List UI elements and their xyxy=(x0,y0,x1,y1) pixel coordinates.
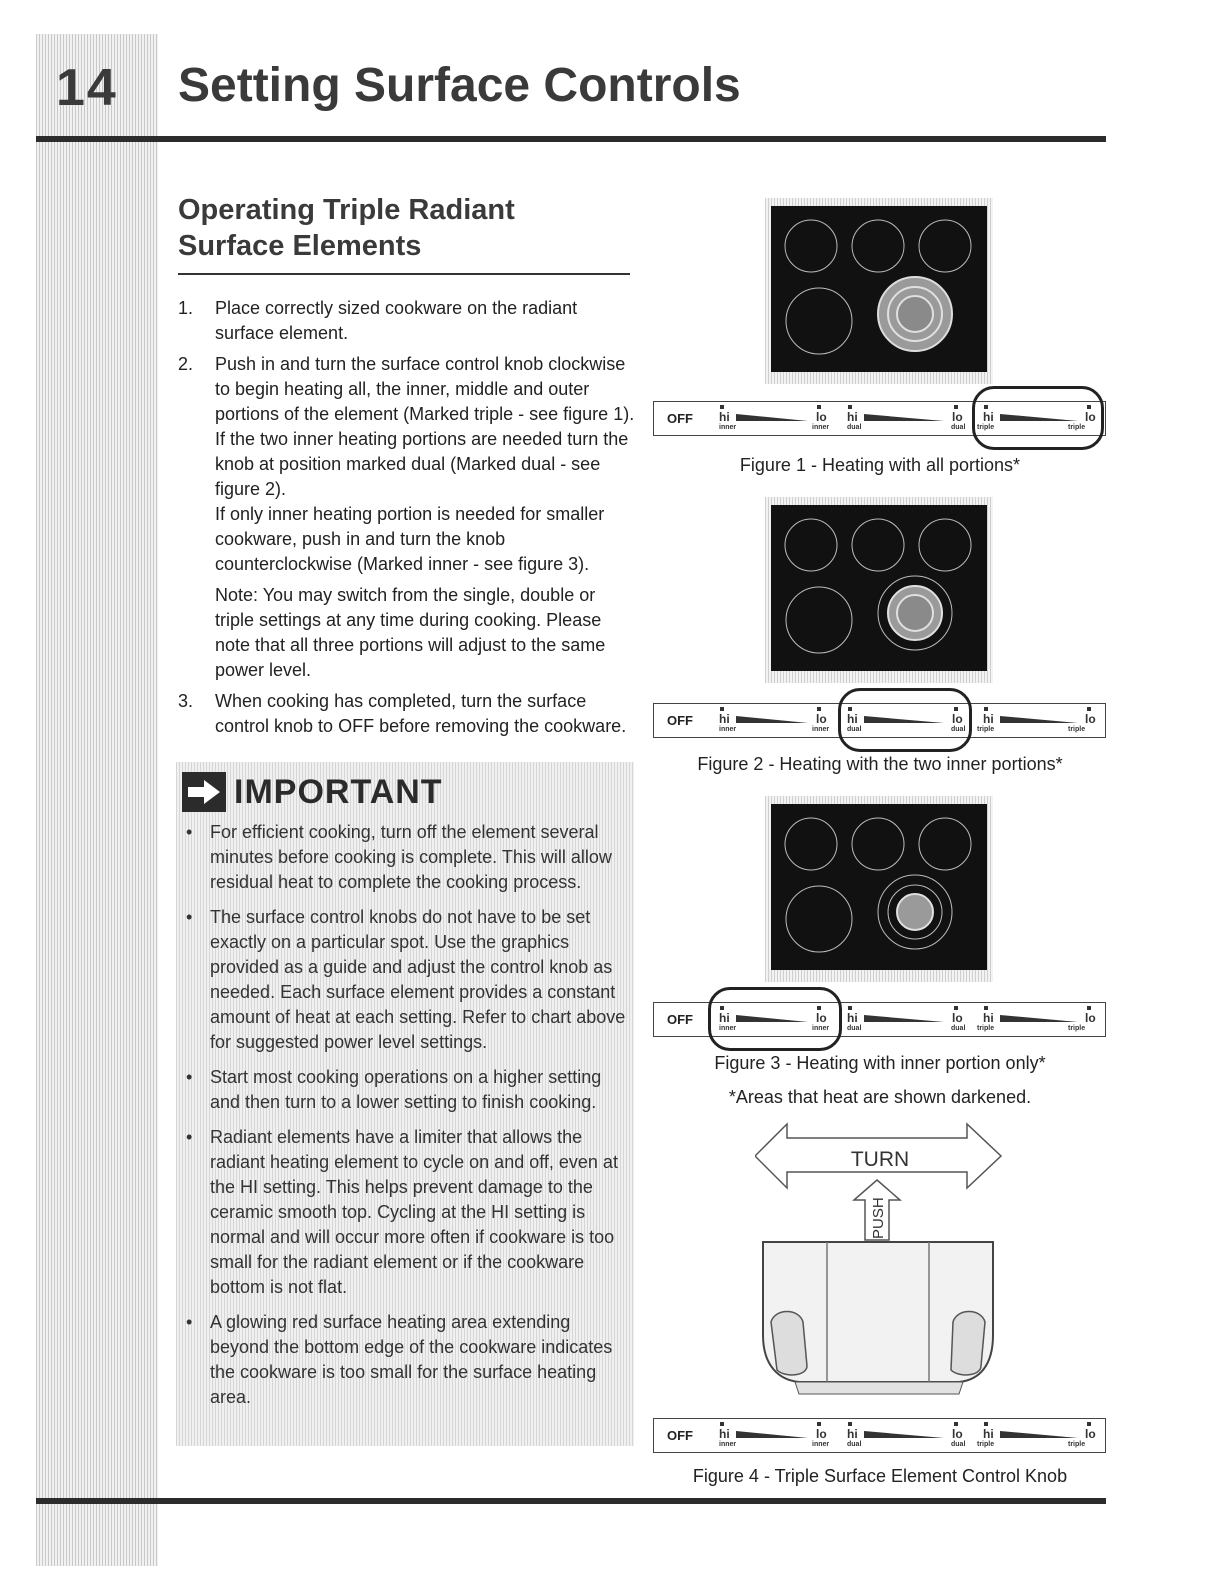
strip-dual-label: dual xyxy=(951,1441,966,1448)
important-bullet: • The surface control knobs do not have to be set exactly on a particular spot. Use the graphics provided as a guide and adjust the control knob as needed. Each surface element provides a constant amount of heat at each setting. Refer to chart above for suggested power level settings. xyxy=(200,905,628,1055)
level-wedge xyxy=(1000,1431,1078,1439)
strip-triple-label: triple xyxy=(1068,726,1086,733)
control-strip-figure-3 xyxy=(653,1002,1106,1037)
strip-dot xyxy=(720,405,724,409)
figure-3-cooktop xyxy=(765,796,993,982)
strip-dot xyxy=(817,405,821,409)
strip-lo-label: lo xyxy=(1085,410,1096,424)
strip-dot xyxy=(848,405,852,409)
header-rule xyxy=(36,136,1106,142)
cooktop-all-portions-illustration xyxy=(765,198,993,384)
strip-dot xyxy=(817,1422,821,1426)
strip-triple-label: triple xyxy=(1068,1441,1086,1448)
strip-lo-label: lo xyxy=(816,1427,827,1441)
strip-dot xyxy=(1087,1006,1091,1010)
step-item xyxy=(178,689,638,739)
strip-lo-label: lo xyxy=(816,410,827,424)
strip-hi-label: hi xyxy=(983,1011,994,1025)
strip-triple-label: triple xyxy=(1068,424,1086,431)
margin-strip xyxy=(36,34,158,1566)
step-text: Push in and turn the surface control knob clockwise to begin heating all, the inner, middle and outer portions of the element (Marked triple - see figure 1). If the two inner heating portions are needed turn the knob at position marked dual (Marked dual - see figure 2). xyxy=(215,354,635,499)
cooktop-two-inner-portions-illustration xyxy=(765,497,993,683)
strip-dot xyxy=(954,405,958,409)
push-label: PUSH xyxy=(870,1197,887,1239)
strip-dot xyxy=(848,1006,852,1010)
section-rule xyxy=(178,273,630,275)
section-title: Operating Triple Radiant Surface Elements xyxy=(178,194,515,262)
important-list xyxy=(200,820,628,1420)
strip-hi-label: hi xyxy=(983,410,994,424)
strip-hi-label: hi xyxy=(719,410,730,424)
cooktop-inner-portion-illustration xyxy=(765,796,993,982)
strip-dot xyxy=(1087,707,1091,711)
strip-hi-label: hi xyxy=(719,712,730,726)
step-number: 2. xyxy=(178,354,194,374)
step-number: 1. xyxy=(178,298,194,318)
strip-lo-label: lo xyxy=(1085,712,1096,726)
strip-dot xyxy=(954,1006,958,1010)
strip-lo-label: lo xyxy=(1085,1011,1096,1025)
strip-dual-label: dual xyxy=(847,726,862,733)
strip-dot xyxy=(817,707,821,711)
strip-lo-label: lo xyxy=(816,1011,827,1025)
important-box xyxy=(176,762,634,1446)
strip-lo-label: lo xyxy=(952,1011,963,1025)
strip-dual-label: dual xyxy=(951,726,966,733)
strip-inner-label: inner xyxy=(812,1025,830,1032)
strip-off-label: OFF xyxy=(667,713,693,728)
strip-dual-label: dual xyxy=(951,1025,966,1032)
strip-dot xyxy=(984,1422,988,1426)
selection-highlight-ring xyxy=(972,386,1104,450)
page-title: Setting Surface Controls xyxy=(178,59,741,112)
important-bullet: • Start most cooking operations on a higher setting and then turn to a lower setting to finish cooking. xyxy=(200,1065,628,1115)
level-wedge xyxy=(736,716,808,724)
strip-hi-label: hi xyxy=(847,1011,858,1025)
strip-hi-label: hi xyxy=(847,712,858,726)
figure-2-cooktop xyxy=(765,497,993,683)
important-bullet: • For efficient cooking, turn off the element several minutes before cooking is complete. This will allow residual heat to complete the cooking process. xyxy=(200,820,628,895)
strip-dot xyxy=(984,1006,988,1010)
important-bullet: • A glowing red surface heating area extending beyond the bottom edge of the cookware indicates the cookware is too small for the surface heating area. xyxy=(200,1310,628,1410)
strip-dual-label: dual xyxy=(847,1441,862,1448)
strip-dot xyxy=(984,707,988,711)
figure-1-cooktop xyxy=(765,198,993,384)
step-item xyxy=(178,352,638,683)
level-wedge xyxy=(736,414,808,422)
control-strip-figure-4 xyxy=(653,1418,1106,1453)
selection-highlight-ring xyxy=(838,688,972,752)
figure-4-caption: Figure 4 - Triple Surface Element Control Knob xyxy=(692,1466,1068,1486)
strip-triple-label: triple xyxy=(977,726,995,733)
darkened-areas-note: *Areas that heat are shown darkened. xyxy=(728,1087,1032,1107)
important-bullet: • Radiant elements have a limiter that allows the radiant heating element to cycle on and off, even at the HI setting. This helps prevent damage to the ceramic smooth top. Cycling at the HI setting is normal and will occur more often if cookware is too small for the radiant element or if the cookware bottom is not flat. xyxy=(200,1125,628,1300)
strip-dual-label: dual xyxy=(847,424,862,431)
level-wedge xyxy=(864,1431,944,1439)
strip-inner-label: inner xyxy=(719,726,737,733)
strip-lo-label: lo xyxy=(952,410,963,424)
strip-off-label: OFF xyxy=(667,1428,693,1443)
strip-off-label: OFF xyxy=(667,411,693,426)
arrow-right-icon xyxy=(182,772,226,812)
level-wedge xyxy=(864,414,944,422)
control-strip-figure-2 xyxy=(653,703,1106,738)
strip-hi-label: hi xyxy=(983,1427,994,1441)
important-title: IMPORTANT xyxy=(234,772,443,811)
strip-lo-label: lo xyxy=(1085,1427,1096,1441)
strip-triple-label: triple xyxy=(977,424,995,431)
figure-2-caption: Figure 2 - Heating with the two inner portions* xyxy=(697,754,1063,774)
strip-triple-label: triple xyxy=(977,1025,995,1032)
strip-dot xyxy=(1087,1422,1091,1426)
strip-triple-label: triple xyxy=(1068,1025,1086,1032)
step-item xyxy=(178,296,638,346)
figure-3-caption: Figure 3 - Heating with inner portion only* xyxy=(714,1053,1046,1073)
strip-dot xyxy=(720,707,724,711)
strip-off-label: OFF xyxy=(667,1012,693,1027)
level-wedge xyxy=(1000,716,1078,724)
level-wedge xyxy=(864,1015,944,1023)
footer-rule xyxy=(36,1498,1106,1504)
strip-inner-label: inner xyxy=(719,1025,737,1032)
strip-lo-label: lo xyxy=(952,712,963,726)
strip-inner-label: inner xyxy=(719,424,737,431)
strip-inner-label: inner xyxy=(812,424,830,431)
turn-label: TURN xyxy=(850,1148,910,1171)
strip-triple-label: triple xyxy=(977,1441,995,1448)
step-text: If only inner heating portion is needed for smaller cookware, push in and turn the knob counterclockwise (Marked inner - see figure 3). xyxy=(215,504,605,574)
instruction-steps xyxy=(178,296,638,745)
step-number: 3. xyxy=(178,691,194,711)
control-strip-figure-1 xyxy=(653,401,1106,436)
selection-highlight-ring xyxy=(708,987,842,1051)
strip-inner-label: inner xyxy=(812,726,830,733)
step-text: When cooking has completed, turn the surface control knob to OFF before removing the cookware. xyxy=(215,691,627,736)
level-wedge xyxy=(1000,1015,1078,1023)
important-header xyxy=(182,770,443,814)
strip-hi-label: hi xyxy=(847,410,858,424)
strip-lo-label: lo xyxy=(952,1427,963,1441)
strip-dot xyxy=(720,1422,724,1426)
strip-dot xyxy=(954,1422,958,1426)
strip-hi-label: hi xyxy=(719,1427,730,1441)
strip-hi-label: hi xyxy=(847,1427,858,1441)
step-note: Note: You may switch from the single, double or triple settings at any time during cooking. Please note that all three portions will adjust to the same power level. xyxy=(215,585,606,680)
strip-dual-label: dual xyxy=(847,1025,862,1032)
figure-1-caption: Figure 1 - Heating with all portions* xyxy=(739,455,1021,475)
level-wedge xyxy=(736,1431,808,1439)
strip-dual-label: dual xyxy=(951,424,966,431)
strip-dot xyxy=(848,1422,852,1426)
strip-inner-label: inner xyxy=(812,1441,830,1448)
page-number: 14 xyxy=(56,59,118,117)
control-knob-illustration xyxy=(755,1120,1005,1405)
strip-lo-label: lo xyxy=(816,712,827,726)
strip-inner-label: inner xyxy=(719,1441,737,1448)
strip-hi-label: hi xyxy=(719,1011,730,1025)
strip-hi-label: hi xyxy=(983,712,994,726)
step-text: Place correctly sized cookware on the radiant surface element. xyxy=(215,298,578,343)
